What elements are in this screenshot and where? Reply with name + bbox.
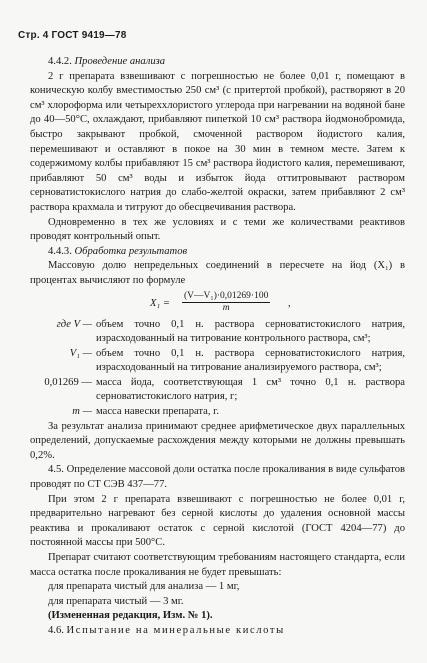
definition-symbol: где V — — [56, 318, 92, 330]
section-442-number: 4.4.2. — [48, 56, 72, 67]
section-443-intro: Массовую долю непредельных соединений в пересчете на йод (X₁) в процентах вычисляют по формуле — [30, 260, 405, 286]
section-442-title: Проведение анализа — [74, 56, 166, 67]
section-443-number: 4.4.3. — [48, 245, 72, 257]
section-45-item-2: для препарата чистый — 3 мг. — [48, 595, 184, 607]
section-443-result: За результат анализа принимают среднее арифметическое двух параллельных определений, допускаемые расхождения между которыми не должны превышать 0,2%. — [30, 420, 405, 461]
section-45-paragraph-1: 4.5. Определение массовой доли остатка после прокаливания в виде сульфатов проводят по СТ СЭВ 437—77. — [30, 464, 405, 491]
section-442-paragraph-2: Одновременно в тех же условиях и с теми же количествами реактивов проводят контрольный опыт. — [30, 216, 405, 243]
definition-item — [30, 376, 405, 405]
definitions-list — [30, 318, 405, 420]
formula-denominator: m — [222, 302, 230, 313]
page-header: Стр. 4 ГОСТ 9419—78 — [18, 30, 127, 41]
formula-numerator: (V—V₁)·0,01269·100 — [184, 290, 269, 301]
formula-tail: , — [288, 297, 291, 309]
definition-text: объем точно 0,1 н. раствора серноватистокислого натрия, израсходованный на титрование анализируемого раствора, см³; — [96, 347, 405, 374]
formula-fraction — [182, 291, 270, 314]
definition-text: масса йода, соответствующая 1 см³ точно 0,1 н. раствора серноватистокислого натрия, г; — [96, 376, 405, 403]
page-content — [30, 55, 405, 639]
section-443-heading — [30, 245, 405, 260]
definition-text: объем точно 0,1 н. раствора серноватистокислого натрия, израсходованный на титрование контрольного раствора, см³; — [96, 318, 405, 345]
section-442-paragraph-1: 2 г препарата взвешивают с погрешностью не более 0,01 г, помещают в коническую колбу вместимостью 250 см³ (с притертой пробкой), растворяют в 20 см³ хлороформа или четыреххлористого углерода при нагревании на водяной бане до 40—50°С, охлаждают, прибавляют пипеткой 10 см³ раствора йодмонобромида, быстро закрывают пробкой, смоченной раствором йодистого калия, перемешивают и оставляют в покое на 30 мин в темном месте. Затем к содержимому колбы прибавляют 15 см³ раствора йодистого калия, перемешивают, прибавляют 50 см³ воды и избыток йода оттитровывают раствором серноватистокислого натрия до слабо-желтой окраски, затем прибавляют 2 см³ раствора крахмала и титруют до обесцвечивания раствора. — [30, 70, 405, 213]
amendment-note: (Измененная редакция, Изм. № 1). — [48, 610, 213, 622]
section-46-number: 4.6. — [48, 624, 64, 636]
section-45-paragraph-3: Препарат считают соответствующим требованиям настоящего стандарта, если масса остатка после прокаливания не будет превышать: — [30, 552, 405, 578]
section-45-item-1: для препарата чистый для анализа — 1 мг, — [48, 581, 240, 593]
definition-symbol: V₁ — — [69, 347, 92, 359]
definition-symbol: m — — [72, 406, 92, 418]
definition-symbol: 0,01269 — — [44, 376, 92, 388]
definition-item — [30, 347, 405, 376]
definition-text: масса навески препарата, г. — [96, 406, 219, 418]
section-442-heading — [30, 55, 405, 70]
section-46-heading — [30, 624, 405, 639]
formula-lhs: X₁ = — [150, 297, 170, 309]
section-46-title: Испытание на минеральные кислоты — [66, 624, 285, 636]
section-443-title: Обработка результатов — [74, 245, 188, 257]
definition-item — [30, 405, 405, 420]
section-45-paragraph-2: При этом 2 г препарата взвешивают с погрешностью не более 0,01 г, предварительно нагревают без серной кислоты до удаления основной массы реактива и прокаливают остаток с серной кислотой (ГОСТ 4204—77) до постоянной массы при 500°С. — [30, 493, 405, 549]
formula — [30, 291, 405, 317]
definition-item — [30, 318, 405, 347]
